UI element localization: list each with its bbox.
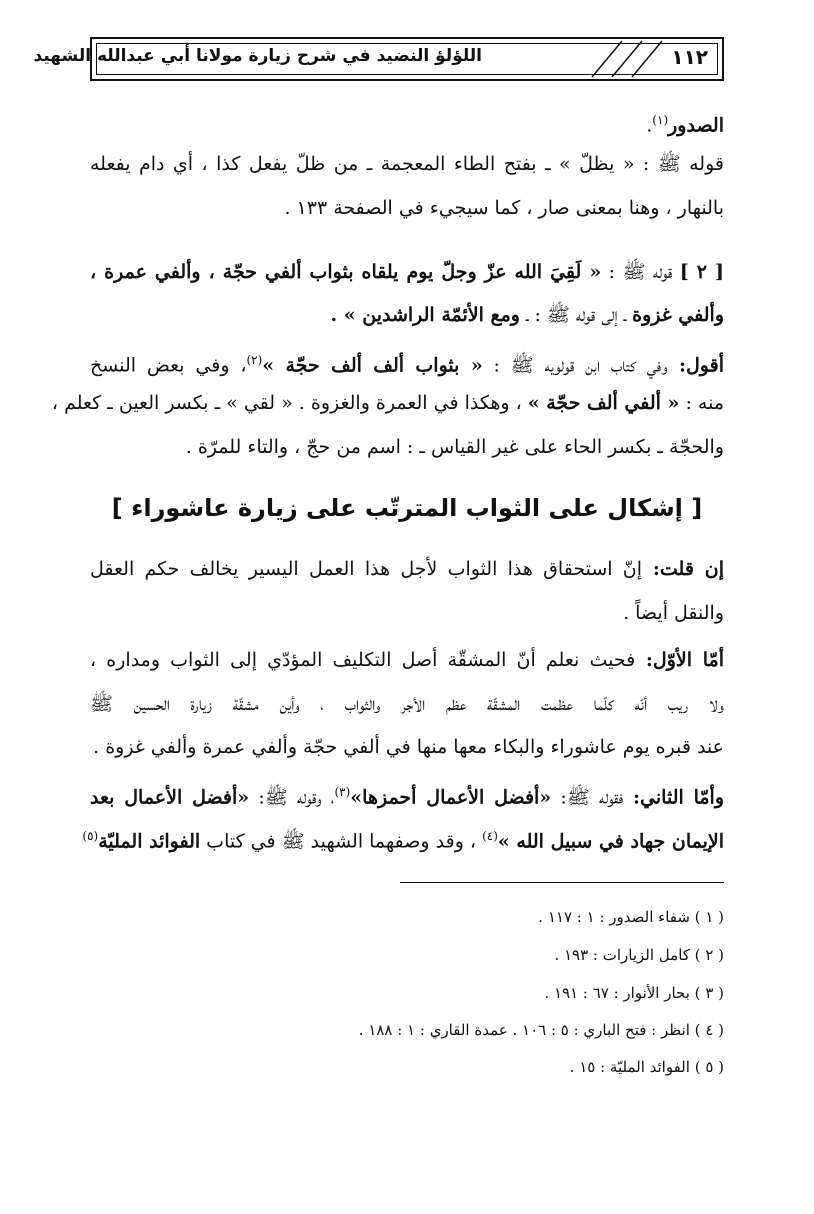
text-run: وفي كتاب ابن قولويه ﷺ : [482, 354, 668, 377]
item-number: [ ٢ ] [679, 261, 725, 283]
text-run: إنّ استحقاق هذا الثواب لأجل هذا العمل اليسير يخالف حكم العقل [90, 558, 643, 580]
text-line: بالنهار ، وهنا بمعنى صار ، كما سيجيء في الصفحة ١٣٣ . [284, 197, 724, 219]
page-header [33, 37, 724, 81]
bold-term: أقول: [667, 354, 724, 377]
running-title: اللؤلؤ النضيد في شرح زيارة مولانا أبي عبدالله الشهيد [33, 46, 482, 66]
text-run: . [646, 114, 653, 137]
text-run: ، وقوله ﷺ: [249, 786, 335, 809]
text-run: فحيث نعلم أنّ المشقّة أصل التكليف المؤدّي إلى الثواب ومداره ، [90, 649, 636, 671]
text-run: ، وهكذا في العمرة والغزوة . « لقي » ـ بكسر العين ـ كعلم ، [51, 392, 528, 414]
quoted-text: «أفضل الأعمال بعد [90, 786, 250, 809]
footnote: ( ١ ) شفاء الصدور : ١ : ١١٧ . [538, 908, 724, 926]
text-run: ، وقد وصفهما الشهيد ﷺ في كتاب [200, 830, 483, 853]
quoted-text: ومع الأئمّة الراشدين » . [330, 304, 520, 326]
footnote: ( ٣ ) بحار الأنوار : ٦٧ : ١٩١ . [544, 984, 724, 1002]
text-run: قوله ﷺ : [601, 261, 673, 283]
text-run: ، وفي بعض النسخ [90, 354, 247, 377]
text-run: فقوله ﷺ: [551, 786, 624, 809]
footnote-separator [400, 882, 724, 883]
text-run: ـ إلى قوله ﷺ : ـ [519, 304, 633, 326]
page-number: ١١٢ [671, 45, 708, 69]
text-line: والنقل أيضاً . [623, 602, 724, 624]
text-line [51, 389, 724, 417]
text-line: عند قبره يوم عاشوراء والبكاء معها منها في ألفي حجّة وألفي عمرة وألفي غزوة . [93, 736, 724, 758]
text-line [90, 778, 724, 811]
footnote-ref: (٥) [82, 829, 99, 843]
quoted-text: « لَقِيَ الله عزّ وجلّ يوم يلقاه بثواب ألفي حجّة ، وألفي عمرة ، [90, 261, 602, 283]
section-heading: [ إشكال على الثواب المترتّب على زيارة عاشوراء ] [111, 494, 703, 522]
text-run: منه : [679, 392, 724, 414]
text-line: والحجّة ـ بكسر الحاء على غير القياس ـ : اسم من حجّ ، والتاء للمرّة . [185, 436, 724, 458]
quoted-text: « بثواب ألف ألف حجّة » [262, 354, 483, 377]
quoted-text: « ألفي ألف حجّة » [527, 392, 680, 414]
bold-term: الصدور [668, 114, 724, 137]
footnote: ( ٤ ) انظر : فتح الباري : ٥ : ١٠٦ . عمدة القاري : ١ : ١٨٨ . [358, 1021, 724, 1039]
text-line [90, 301, 724, 329]
text-line [82, 822, 724, 855]
text-line [90, 555, 724, 583]
text-line: ولا ريب أنّه كلّما عظمت المشقّة عظم الأجر والثواب ، وأين مشقّة زيارة الحسين ﷺ [90, 693, 724, 715]
text-line: قوله ﷺ : « يظلّ » ـ بفتح الطاء المعجمة ـ من ظلّ يفعل كذا ، أي دام يفعله [90, 153, 724, 175]
footnote-ref: (٣) [334, 785, 351, 799]
footnote-ref: (٤) [482, 829, 498, 843]
footnote-ref: (١) [652, 113, 669, 127]
footnote: ( ٢ ) كامل الزيارات : ١٩٣ . [554, 946, 724, 964]
bold-term: وأمّا الثاني: [623, 786, 724, 809]
bold-term: أمّا الأوّل: [635, 649, 724, 671]
text-line [90, 258, 724, 286]
quoted-text: وألفي غزوة [632, 304, 724, 326]
footnote-ref: (٢) [246, 353, 263, 367]
text-line [90, 346, 724, 379]
text-line [90, 646, 724, 674]
book-title: الفوائد المليّة [98, 830, 201, 853]
text-line [90, 106, 724, 139]
bold-term: إن قلت: [642, 558, 724, 580]
quoted-text: الإيمان جهاد في سبيل الله » [497, 830, 724, 853]
footnote: ( ٥ ) الفوائد المليّة : ١٥ . [569, 1058, 724, 1076]
quoted-text: «أفضل الأعمال أحمزها» [350, 786, 552, 809]
